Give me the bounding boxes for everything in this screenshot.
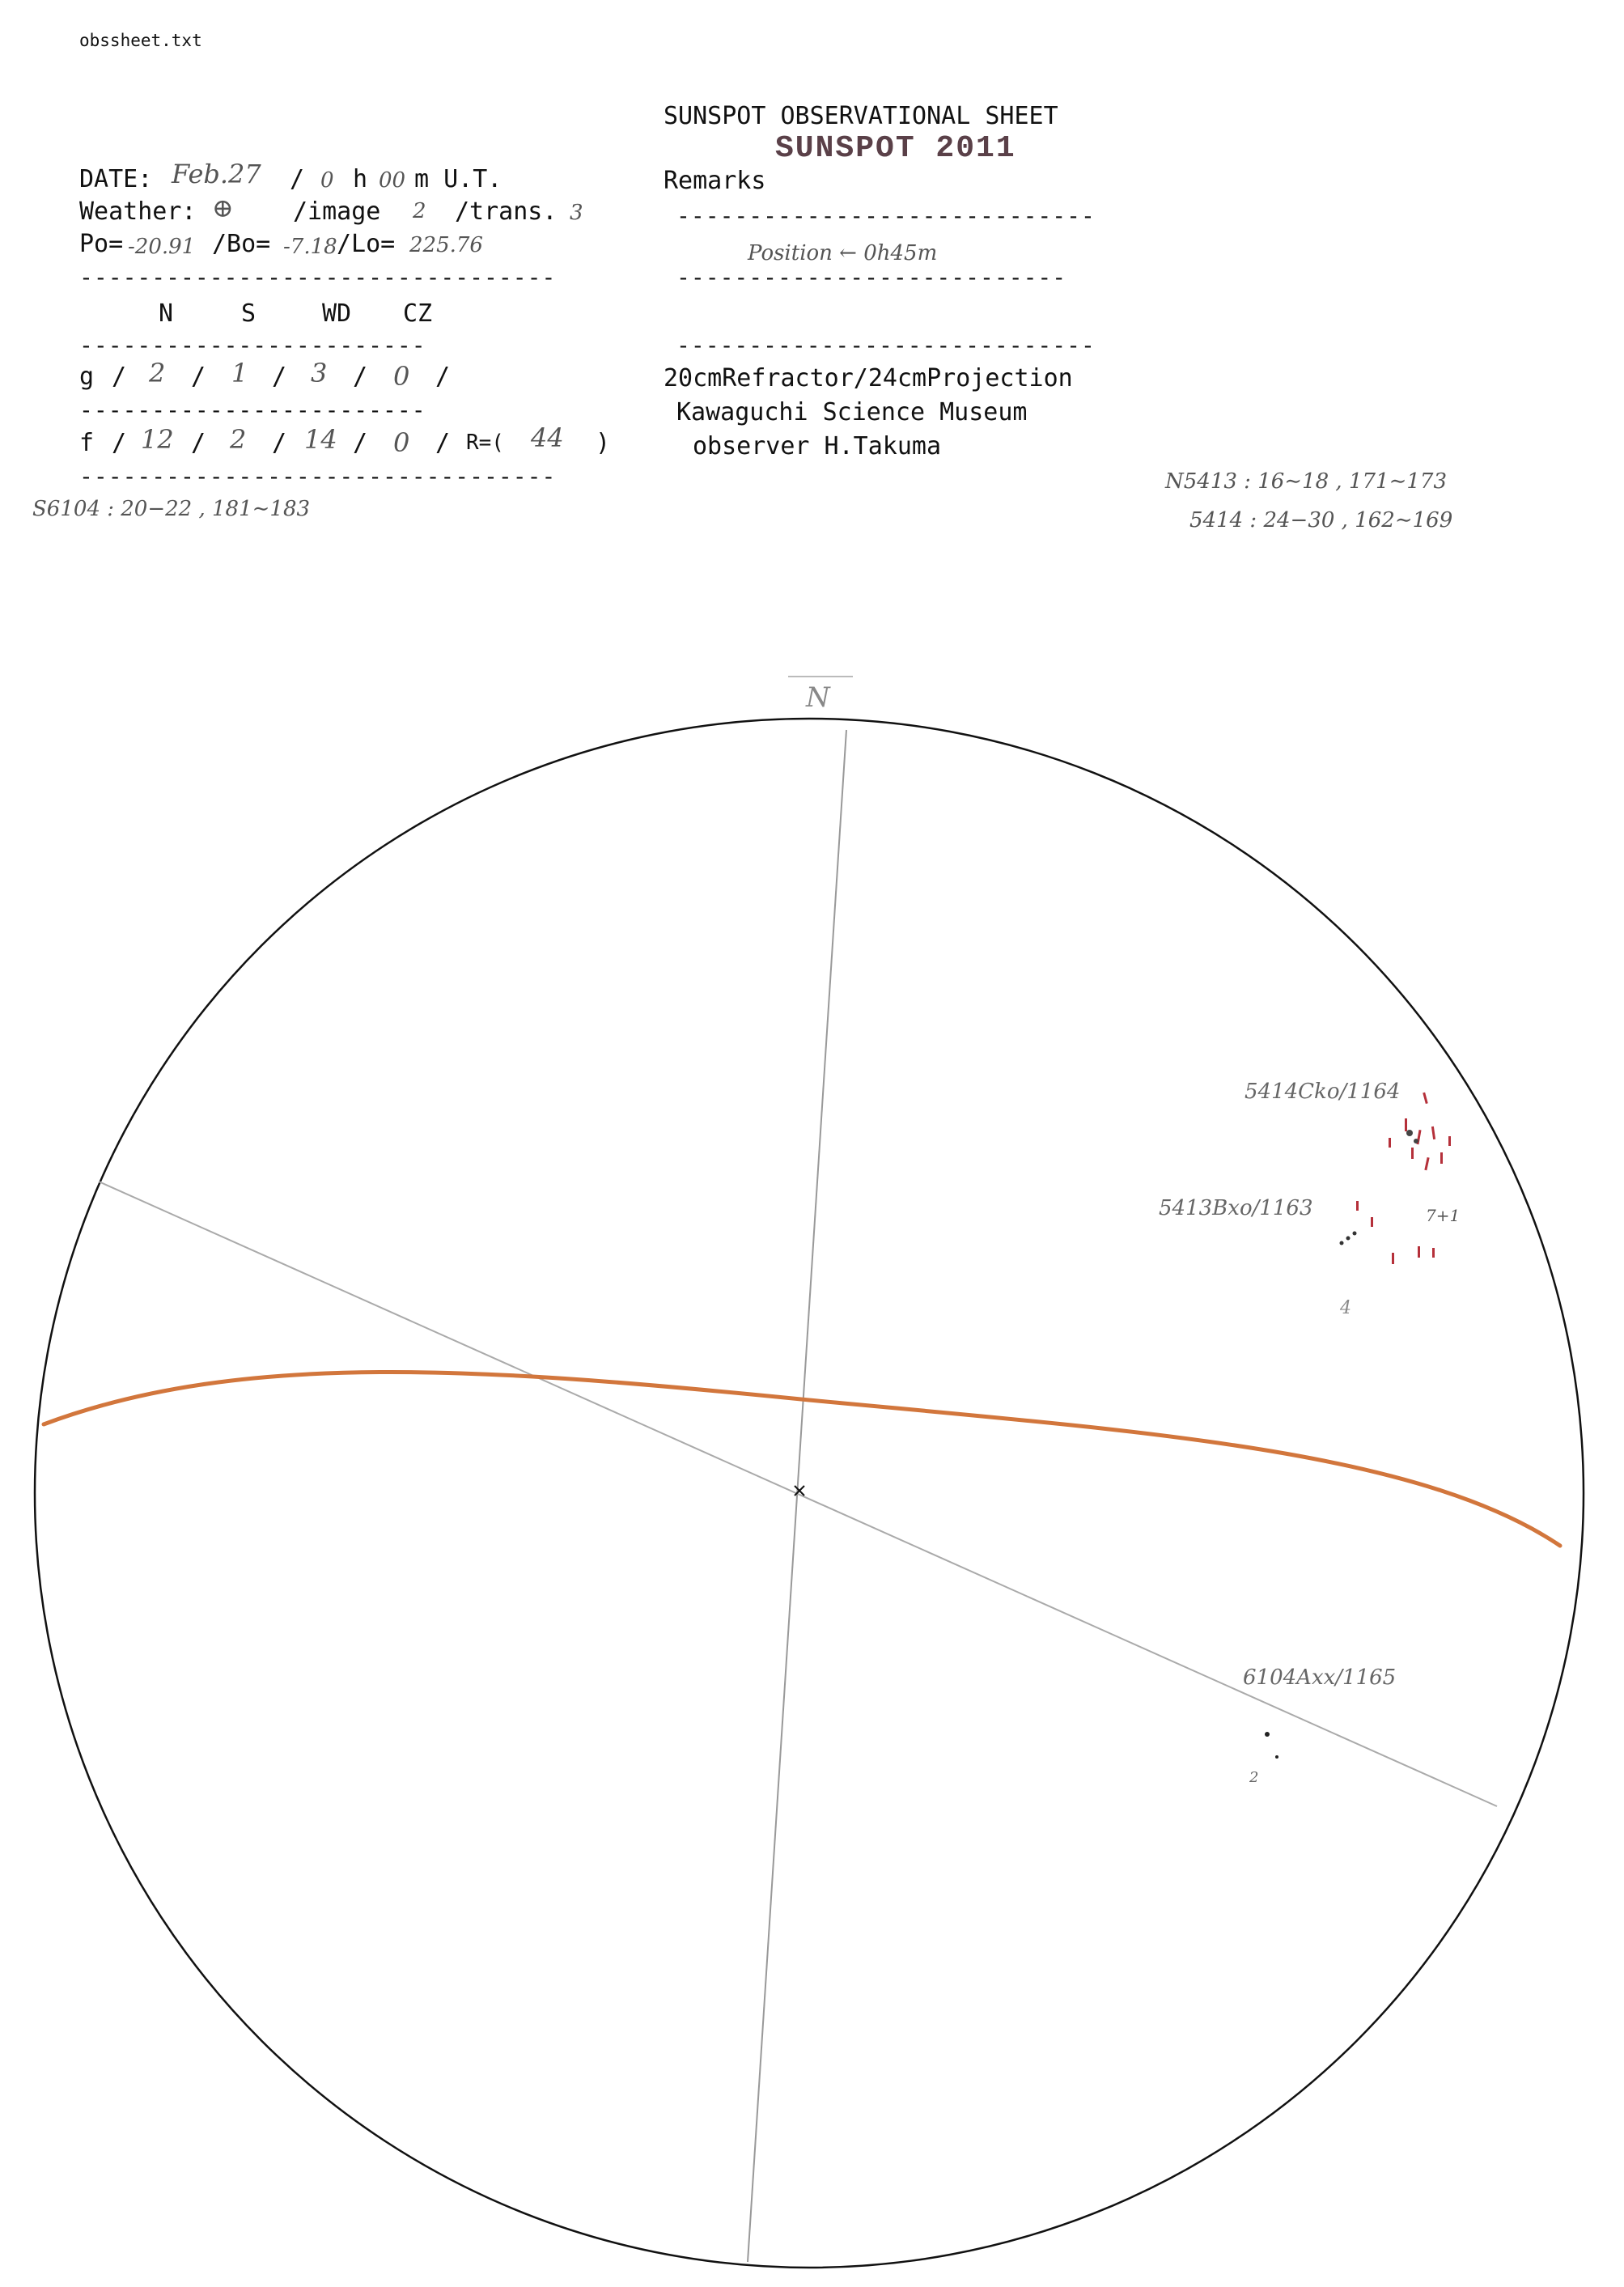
sheet-title: SUNSPOT OBSERVATIONAL SHEET [664, 102, 1058, 130]
table-rule-2: ------------------------ [79, 397, 426, 423]
right-note-1: N5413 : 16∼18 , 171∼173 [1165, 469, 1447, 494]
sunspot-group-5413 [1340, 1201, 1435, 1264]
sunspot-group-6104 [1265, 1732, 1278, 1759]
instrument-line-3: observer H.Takuma [693, 432, 942, 460]
g-wd-value: 3 [311, 358, 328, 388]
image-label: /image [293, 197, 381, 226]
file-name: obssheet.txt [79, 31, 202, 50]
spot-count-6104: 2 [1249, 1769, 1259, 1786]
table-rule-3: --------------------------------- [79, 463, 557, 490]
f-label: f [79, 429, 95, 457]
po-value: -20.91 [128, 235, 196, 259]
r-close: ) [596, 429, 611, 457]
solar-equator-line [44, 1372, 1560, 1546]
ecliptic-line [99, 1182, 1497, 1806]
trans-label: /trans. [455, 197, 558, 226]
r-label: R=( [466, 431, 504, 455]
date-label: DATE: [79, 165, 153, 193]
year-stamp: SUNSPOT 2011 [775, 131, 1016, 166]
col-s: S [241, 299, 257, 328]
instrument-line-1: 20cmRefractor/24cmProjection [664, 364, 1073, 392]
bo-label: /Bo= [212, 230, 271, 258]
image-value: 2 [413, 199, 426, 223]
g-s-value: 1 [231, 358, 248, 388]
f-cz-value: 0 [393, 427, 410, 458]
left-note: S6104 : 20−22 , 181∼183 [32, 497, 311, 521]
spot-count-5414: 7+1 [1426, 1206, 1461, 1225]
bo-value: -7.18 [283, 235, 337, 259]
trans-value: 3 [570, 201, 583, 225]
f-wd-value: 14 [304, 424, 337, 455]
col-wd: WD [322, 299, 352, 328]
f-s-value: 2 [230, 424, 247, 455]
group-label-5413: 5413Bxo/1163 [1159, 1196, 1313, 1220]
date-value: Feb.27 [172, 159, 261, 189]
north-mark: N [806, 681, 830, 714]
instrument-line-2: Kawaguchi Science Museum [676, 398, 1028, 426]
header-rule-1: --------------------------------- [79, 264, 557, 291]
hour-unit: h [353, 165, 368, 193]
polar-axis-line [748, 730, 846, 2262]
po-label: Po= [79, 230, 124, 258]
weather-value: ⊕ [212, 193, 234, 223]
sunspot-group-5414 [1389, 1093, 1451, 1171]
spot-count-5413: 4 [1340, 1298, 1351, 1318]
r-value: 44 [531, 422, 564, 453]
weather-label: Weather: [79, 197, 197, 226]
table-rule-1: ------------------------ [79, 332, 426, 359]
remarks-rule-2: --------------------------- [676, 264, 1067, 291]
right-note-2: 5414 : 24−30 , 162∼169 [1189, 508, 1453, 533]
group-label-6104: 6104Axx/1165 [1243, 1665, 1397, 1690]
g-n-value: 2 [149, 358, 166, 388]
remarks-rule-1: ----------------------------- [676, 202, 1096, 229]
minute-unit: m U.T. [414, 165, 502, 193]
g-label: g [79, 363, 95, 391]
g-cz-value: 0 [393, 361, 410, 392]
col-n: N [159, 299, 174, 328]
hour-value: 0 [320, 168, 334, 193]
col-cz: CZ [403, 299, 433, 328]
group-label-5414: 5414Cko/1164 [1245, 1080, 1401, 1104]
lo-label: /Lo= [337, 230, 396, 258]
minute-value: 00 [379, 168, 406, 193]
lo-value: 225.76 [409, 233, 483, 257]
remarks-rule-3: ----------------------------- [676, 332, 1096, 359]
position-note: Position ← 0h45m [748, 241, 938, 265]
f-n-value: 12 [141, 424, 174, 455]
remarks-label: Remarks [664, 167, 766, 195]
solar-disk-outline [35, 719, 1584, 2268]
